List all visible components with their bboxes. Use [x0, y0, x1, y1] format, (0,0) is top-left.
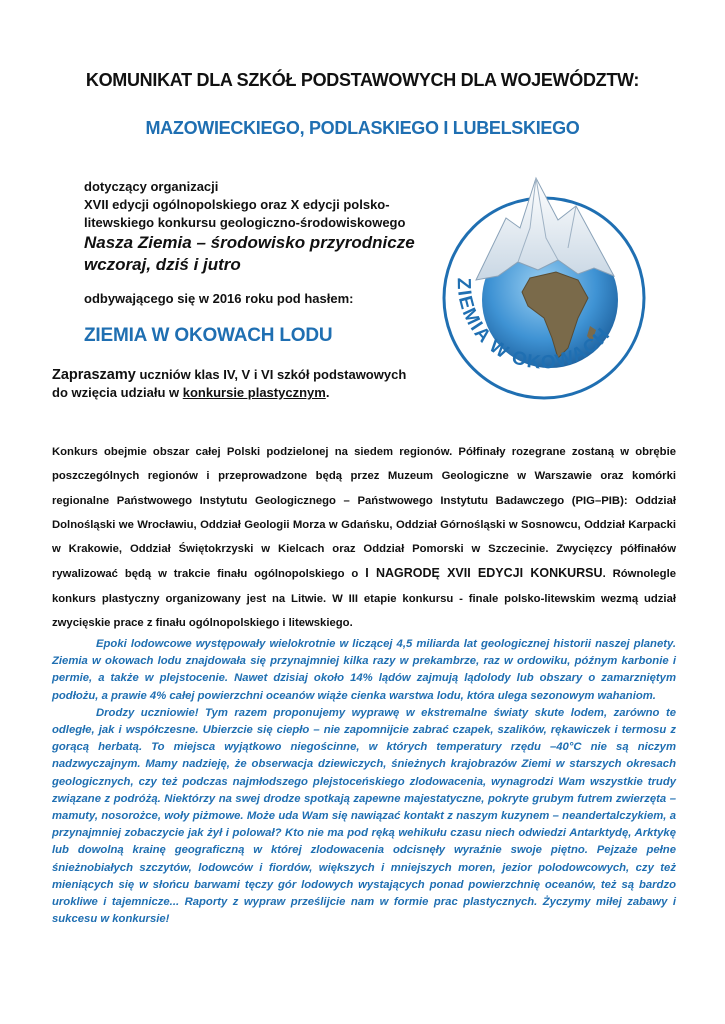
rules-part-1: Konkurs obejmie obszar całej Polski podzielonej na siedem regionów. Półfinały rozegrane zostaną w obrębie poszczególnych regionów i przeprowadzone będą przez Muzeum Geologiczne w Warszawie oraz komórki regionalne Państwowego Instytutu Geologicznego – Państwowego Instytutu Badawczego (PIG–PIB): Oddział Dolnośląski we Wrocławiu, Oddział Geologii Morza w Gdańsku, Oddział Górnośląski w Sosnowcu, Oddział Karpacki w Krakowie, Oddział Świętokrzyski w Kielcach oraz Oddział Pomorski w Szczecinie. Zwycięzcy półfinałów rywalizować będą w trakcie finału ogólnopolskiego o [52, 446, 676, 581]
theme-paragraph-1: Epoki lodowcowe występowały wielokrotnie w liczącej 4,5 miliarda lat geologicznej historii naszej planety. Ziemia w okowach lodu znajdowała się przynajmniej kilka razy w prekambrze, raz w ordowiku, późnym karbonie i permie, a także w plejstocenie. Nawet dzisiaj około 14% lądów zajmują lądolody lub obszary o zamarzniętym podłożu, a prawie 4% całej powierzchni oceanów wiąże cienka warstwa lodu, która ulega sezonowym wahaniom. [52, 638, 676, 702]
intro-line-1: dotyczący organizacji [84, 179, 219, 194]
invitation [52, 366, 412, 402]
contest-logo [418, 158, 658, 420]
contest-name-2: wczoraj, dziś i jutro [84, 255, 241, 274]
page-title: KOMUNIKAT DLA SZKÓŁ PODSTAWOWYCH DLA WOJEWÓDZTW: [85, 70, 640, 90]
contest-name-1: Nasza Ziemia – środowisko przyrodnicze [84, 233, 415, 252]
intro-block [84, 178, 414, 276]
intro-line-3: litewskiego konkursu geologiczno-środowiskowego [84, 215, 406, 230]
logo-text: ZIEMIA W OKOWACH [452, 277, 615, 374]
rules-paragraph [52, 440, 676, 635]
theme-description [52, 636, 676, 928]
motto-lead: odbywającego się w 2016 roku pod hasłem: [84, 291, 354, 306]
motto-heading: ZIEMIA W OKOWACH LODU [84, 325, 333, 346]
invite-line2-end: . [325, 385, 330, 400]
invite-line2-start: do wzięcia udziału w [52, 385, 183, 400]
globe-icon [418, 158, 658, 420]
contest-type-link: konkursie plastycznym [182, 385, 326, 400]
regions-heading: MAZOWIECKIEGO, PODLASKIEGO I LUBELSKIEGO [145, 118, 580, 138]
theme-paragraph-2: Drodzy uczniowie! Tym razem proponujemy wyprawę w ekstremalne światy skute lodem, zarówno te odległe, jak i współczesne. Ubierzcie się ciepło – nie zapomnijcie zabrać czapek, szalików, rękawiczek i termosu z gorącą herbatą. To miejsca wyjątkowo niegościnne, w których temperatury rzędu –40°C nie są niczym nadzwyczajnym. Mamy nadzieję, że obserwacja dziewiczych, śnieżnych krajobrazów Ziemi w starszych okresach geologicznych, czy też podczas najmłodszego plejstoceńskiego zlodowacenia, wynagrodzi Wam wszystkie trudy związane z podróżą. Niektórzy na swej drodze spotkają zapewne majestatyczne, pokryte grubym futrem zwierzęta – mamuty, nosorożce, woły piżmowe. Może uda Wam się nawiązać kontakt z naszym kuzynem – neandertalczykiem, a przynajmniej zobaczycie jak żył i polował? Kto nie ma pod ręką wehikułu czasu niech odwiedzi Antarktydę, Arktykę lub dowolną krainę geograficzną w której zlodowacenia odcisnęły wyraźnie swoje piętno. Pejzaże pełne śnieżnobiałych szczytów, lodowców i fiordów, większych i mniejszych moren, jezior polodowcowych, czy też mieniących się w słońcu barwami tęczy gór lodowych wystających ponad powierzchnię oceanów, też są bardzo urokliwe i tajemnicze... Raporty z wypraw prześlijcie nam w formie prac plastycznych. Życzymy miłej zabawy i sukcesu w konkursie! [52, 706, 676, 926]
invite-rest: uczniów klas IV, V i VI szkół podstawowych [135, 367, 407, 382]
award-text: I NAGRODĘ XVII EDYCJI KONKURSU [365, 566, 603, 581]
intro-line-2: XVII edycji ogólnopolskiego oraz X edycji polsko- [84, 197, 390, 212]
invite-lead: Zapraszamy [52, 367, 136, 383]
rules-part-2: . Równolegle konkurs plastyczny organizowany jest na Litwie. W III etapie konkursu - finale polsko-litewskim wezmą udział zwycięskie prace z finału ogólnopolskiego i litewskiego. [52, 568, 676, 630]
